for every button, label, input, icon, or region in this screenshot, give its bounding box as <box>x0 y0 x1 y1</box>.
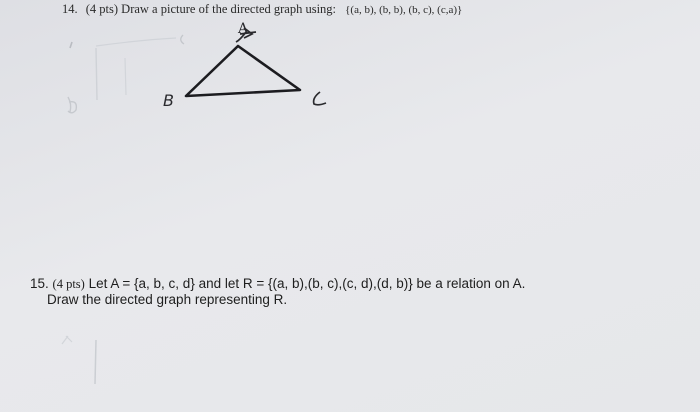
question-15 <box>30 276 670 308</box>
erased-line <box>96 48 97 100</box>
triangle-graph <box>186 46 300 96</box>
question-14-relation: {(a, b), (b, b), (b, c), (c,a)} <box>345 4 463 16</box>
handwritten-label-b: B <box>163 91 174 110</box>
question-14-text: Draw a picture of the directed graph using: <box>121 2 337 16</box>
question-15-text: Let A = {a, b, c, d} and let R = {(a, b),(b, c),(c, d),(d, b)} be a relation on A. <box>88 276 526 291</box>
question-15-instruction: Draw the directed graph representing R. <box>47 292 288 307</box>
erased-line <box>96 38 176 46</box>
question-14-points: (4 pts) <box>85 2 119 16</box>
question-15-points: (4 pts) <box>52 277 85 291</box>
faint-mark <box>62 336 72 344</box>
erased-letter-c <box>181 35 184 44</box>
faint-line <box>95 340 96 384</box>
handwritten-label-a: A <box>238 21 249 37</box>
handwritten-c-strokes <box>314 92 326 105</box>
erased-line <box>125 58 126 95</box>
erased-letter-b <box>68 97 76 113</box>
question-15-number: 15. <box>30 276 49 291</box>
handwritten-label-c: c <box>311 103 312 104</box>
erased-mark <box>70 42 72 48</box>
question-14-number: 14. <box>62 2 78 16</box>
